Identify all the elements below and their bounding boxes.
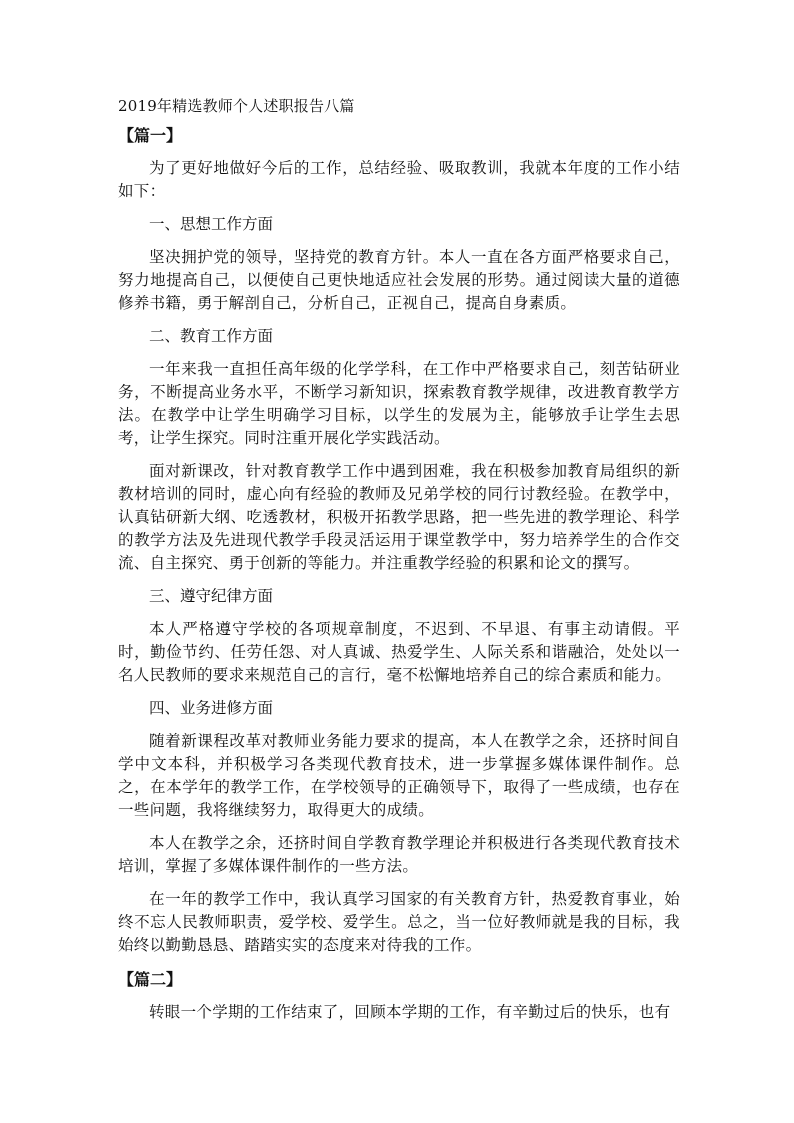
paragraph-study-2: 本人在教学之余，还挤时间自学教育教学理论并积极进行各类现代教育技术培训，掌握了多媒体课件制作的一些方法。 (118, 834, 680, 875)
paragraph-study-3: 在一年的教学工作中，我认真学习国家的有关教育方针，热爱教育事业，始终不忘人民教师职责，爱学校、爱学生。总之，当一位好教师就是我的目标，我始终以勤勤恳恳、踏踏实实的态度来对待我的工作。 (118, 890, 680, 954)
document-title: 2019年精选教师个人述职报告八篇 (118, 97, 355, 115)
paragraph-study-1: 随着新课程改革对教师业务能力要求的提高，本人在教学之余，还挤时间自学中文本科，并积极学习各类现代教育技术，进一步掌握多媒体课件制作。总之，在本学年的教学工作，在学校领导的正确领导下，取得了一些成绩，也存在一些问题，我将继续努力，取得更大的成绩。 (118, 732, 680, 819)
paragraph-education-2: 面对新课改，针对教育教学工作中遇到困难，我在积极参加教育局组织的新教材培训的同时，虚心向有经验的教师及兄弟学校的同行讨教经验。在教学中，认真钻研新大纲、吃透教材，积极开拓教学思路，把一些先进的教学理论、科学的教学方法及先进现代教学手段灵活运用于课堂教学中，努力培养学生的合作交流、自主探究、勇于创新的等能力。并注重教学经验的积累和论文的撰写。 (118, 462, 680, 572)
heading-education: 二、教育工作方面 (149, 327, 274, 345)
intro-paragraph: 为了更好地做好今后的工作，总结经验、吸取教训，我就本年度的工作小结如下： (118, 159, 680, 200)
paragraph-education-1: 一年来我一直担任高年级的化学学科，在工作中严格要求自己，刻苦钻研业务，不断提高业务水平，不断学习新知识，探索教育教学规律，改进教育教学方法。在教学中让学生明确学习目标，以学生的发展为主，能够放手让学生去思考，让学生探究。同时注重开展化学实践活动。 (118, 360, 680, 447)
section-title-1: 【篇一】 (118, 126, 183, 145)
document-page (118, 94, 680, 1034)
heading-study: 四、业务进修方面 (149, 699, 274, 717)
paragraph-section2-start: 转眼一个学期的工作结束了，回顾本学期的工作，有辛勤过后的快乐，也有 (149, 1003, 671, 1021)
section-title-2: 【篇二】 (118, 970, 183, 989)
heading-discipline: 三、遵守纪律方面 (149, 587, 274, 605)
paragraph-discipline: 本人严格遵守学校的各项规章制度，不迟到、不早退、有事主动请假。平时，勤俭节约、任劳任怨、对人真诚、热爱学生、人际关系和谐融洽，处处以一名人民教师的要求来规范自己的言行，毫不松懈地培养自己的综合素质和能力。 (118, 620, 680, 684)
heading-ideology: 一、思想工作方面 (149, 215, 274, 233)
paragraph-ideology: 坚决拥护党的领导，坚持党的教育方针。本人一直在各方面严格要求自己，努力地提高自己，以便使自己更快地适应社会发展的形势。通过阅读大量的道德修养书籍，勇于解剖自己，分析自己，正视自己，提高自身素质。 (118, 248, 680, 312)
